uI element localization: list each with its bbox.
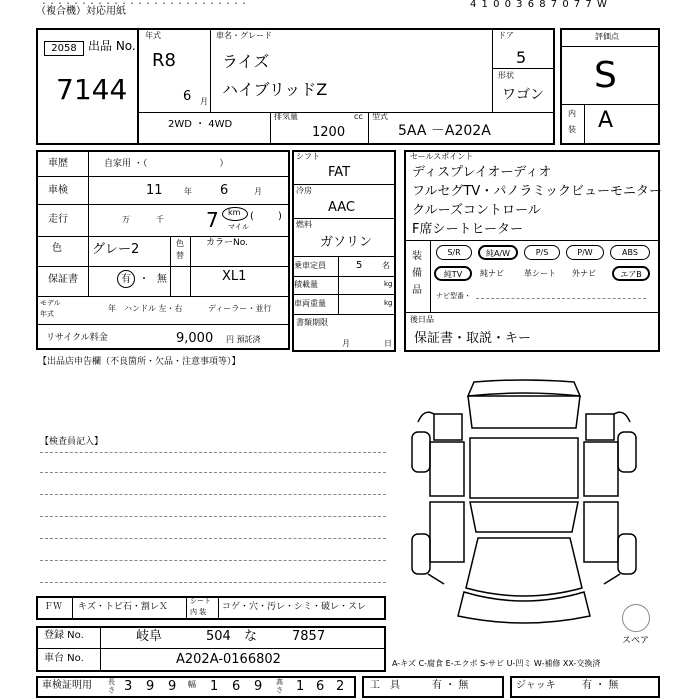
mileage-km: km: [228, 208, 241, 217]
spare-tire-circle: [622, 604, 650, 632]
body-type-label: 形状: [498, 71, 514, 80]
mileage-value: 7: [206, 208, 219, 232]
displacement-unit: cc: [354, 112, 363, 121]
handle-text: ハンドル 左・右: [124, 304, 183, 313]
cert-len-label: 長さ: [108, 678, 115, 694]
interior-label-1: 内: [568, 109, 576, 118]
year-label: 年式: [145, 31, 161, 40]
spec-table: [36, 150, 290, 350]
interior-legend-label-1: シート: [190, 597, 211, 605]
cert-label: 車検証明用: [42, 680, 92, 691]
capacity-unit: 名: [382, 261, 390, 270]
barcode-number: 4 1 0 0 3 6 8 7 0 7 7 W: [470, 0, 608, 10]
equip-pure-navi: 純ナビ: [480, 269, 504, 278]
cert-hgt-3: 2: [336, 679, 345, 694]
warranty-label: 保証書: [48, 274, 78, 285]
model-code-label: 型式: [372, 112, 388, 121]
fuel-value: ガソリン: [320, 235, 373, 250]
damage-codes: A-キズ C-腐食 E-エクボ S-サビ U-凹ミ W-補修 XX-交換済: [392, 659, 601, 668]
equip-pure-tv: 純TV: [434, 266, 472, 281]
model-year-label-1: モデル: [40, 299, 61, 307]
sales-point-2: フルセグTV・パノラミックビューモニター: [412, 184, 663, 199]
model-year-unit: 年: [108, 304, 116, 313]
tools-label: 工 具: [370, 680, 400, 691]
fuel-label: 燃料: [296, 220, 312, 229]
color-label: 色: [52, 243, 62, 254]
sales-point-3: クルーズコントロール: [412, 203, 541, 218]
mileage-man: 万: [122, 215, 130, 224]
inspection-label: 車検: [48, 185, 68, 196]
era-year: R8: [152, 50, 176, 71]
inspection-month: 6: [220, 183, 229, 198]
load-label: 積載量: [294, 280, 318, 289]
inspection-year: 11: [146, 183, 163, 198]
history-value: 自家用 ・（ ）: [104, 159, 229, 169]
inspection-year-unit: 年: [184, 187, 192, 196]
interior-value: A: [598, 108, 614, 133]
cert-wid-label: 幅: [188, 680, 196, 689]
weight-unit: kg: [384, 299, 393, 307]
model-year-label-2: 年式: [40, 310, 54, 318]
equipment-label-2: 備: [412, 268, 422, 279]
color-no-label: カラーNo.: [206, 238, 248, 248]
model-name: ライズ: [222, 52, 270, 71]
lot-number: 7144: [56, 73, 128, 106]
registration-place: 岐阜: [136, 629, 163, 644]
fw-text: キズ・トビ石・割レＸ: [78, 602, 168, 612]
sales-point-1: ディスプレイオーディオ: [412, 165, 552, 180]
sales-point-4: F席シートヒーター: [412, 222, 523, 237]
form-subtitle: （複合機）対応用紙: [36, 6, 126, 17]
color-sub-label-2: 替: [176, 251, 184, 260]
model-code-value: 5AA －A202A: [398, 123, 491, 139]
lot-stamp: 2058: [44, 41, 84, 56]
mileage-sen: 千: [156, 215, 164, 224]
interior-legend-label-2: 内 装: [190, 608, 207, 616]
jack-label: ジャッキ: [516, 680, 556, 691]
hood: [466, 538, 582, 596]
tools-value: 有 ・ 無: [432, 680, 469, 691]
displacement-value: 1200: [312, 125, 346, 140]
body-type-value: ワゴン: [502, 87, 544, 103]
capacity-label: 乗車定員: [294, 261, 326, 270]
drive-type: 2WD ・ 4WD: [168, 119, 233, 130]
equip-leather: 革シート: [524, 269, 556, 278]
weight-label: 車両重量: [294, 299, 326, 308]
spare-label: スペア: [622, 636, 650, 646]
dealer-notes-label: 【出品店申告欄（不良箇所・欠品・注意事項等）】: [38, 357, 241, 367]
warranty-value: 有・無: [121, 274, 175, 285]
inspector-label: 【検査員記入】: [40, 437, 104, 447]
shift-value: FAT: [328, 165, 351, 180]
cert-hgt-label: 高さ: [276, 678, 283, 694]
doors-label: ドア: [498, 31, 514, 40]
equip-airbag: エアB: [612, 266, 650, 281]
recycle-unit: 円 預託済: [226, 335, 261, 344]
year-month: 6: [183, 89, 192, 104]
equipment-label-1: 装: [412, 251, 422, 262]
navi-model-note: ナビ型番・: [436, 292, 471, 300]
cert-len-2: 9: [146, 679, 155, 694]
mileage-mile: マイル: [228, 223, 249, 231]
equip-ext-navi: 外ナビ: [572, 269, 596, 278]
aircon-value: AAC: [328, 200, 355, 215]
cert-hgt-2: 6: [316, 679, 325, 694]
score-value: S: [594, 55, 617, 96]
recycle-label: リサイクル料金: [46, 333, 108, 343]
color-value: グレー2: [92, 242, 140, 257]
registration-class: 504: [206, 629, 231, 644]
capacity-value: 5: [356, 260, 363, 271]
history-label: 車歴: [48, 158, 68, 169]
roof-panel: [470, 438, 578, 498]
windshield: [470, 502, 578, 532]
cert-len-3: 9: [168, 679, 177, 694]
doc-deadline-label: 書類期限: [296, 318, 328, 327]
mileage-label: 走行: [48, 214, 68, 225]
equip-pw: P/W: [566, 245, 604, 260]
shift-label: シフト: [296, 152, 320, 161]
fw-label: ＦＷ: [44, 602, 63, 612]
load-unit: kg: [384, 280, 393, 288]
cert-hgt-1: 1: [296, 679, 305, 694]
doors-value: 5: [516, 48, 527, 67]
inspection-month-unit: 月: [254, 187, 262, 196]
cert-wid-3: 9: [254, 679, 263, 694]
score-label: 評価点: [595, 32, 619, 41]
model-grade: ハイブリッドZ: [222, 80, 328, 99]
equip-ps: P/S: [524, 245, 560, 260]
chassis-label: 車台 No.: [44, 653, 84, 664]
jack-value: 有 ・ 無: [582, 680, 619, 691]
cert-len-1: 3: [124, 679, 133, 694]
equip-sr: S/R: [436, 245, 472, 260]
cert-wid-2: 6: [232, 679, 241, 694]
displacement-label: 排気量: [274, 112, 298, 121]
color-no-value: XL1: [222, 269, 247, 284]
model-label: 車名・グレード: [216, 31, 272, 40]
dealer-text: ディーラー・並行: [208, 304, 272, 313]
rear-roof-window: [468, 393, 580, 428]
interior-legend-text: コゲ・穴・汚レ・シミ・破レ・スレ: [222, 602, 367, 612]
recycle-value: 9,000: [176, 331, 214, 346]
registration-number: 7857: [292, 629, 326, 644]
registration-label: 登録 No.: [44, 630, 84, 641]
equip-abs: ABS: [610, 245, 650, 260]
lot-label: 出品 No.: [88, 39, 136, 53]
sales-points-label: セールスポイント: [410, 152, 474, 161]
aircon-label: 冷房: [296, 186, 312, 195]
color-sub-label-1: 色: [176, 239, 184, 248]
cert-wid-1: 1: [210, 679, 219, 694]
car-diagram: [404, 378, 644, 626]
after-value: 保証書・取説・キー: [414, 331, 532, 346]
registration-kana: な: [244, 629, 258, 644]
cutoff-header-text: ・・・・・・・・・・・・・・・・・・・・・・・・・・: [40, 0, 248, 8]
equipment-label-3: 品: [412, 285, 422, 296]
chassis-value: A202A-0166802: [176, 652, 281, 667]
doc-deadline-day: 日: [384, 339, 392, 348]
year-month-unit: 月: [200, 97, 208, 106]
equip-pure-aw: 純A/W: [478, 245, 518, 260]
interior-label-2: 装: [568, 125, 576, 134]
after-label: 後日品: [410, 315, 434, 324]
doc-deadline-month: 月: [342, 339, 350, 348]
